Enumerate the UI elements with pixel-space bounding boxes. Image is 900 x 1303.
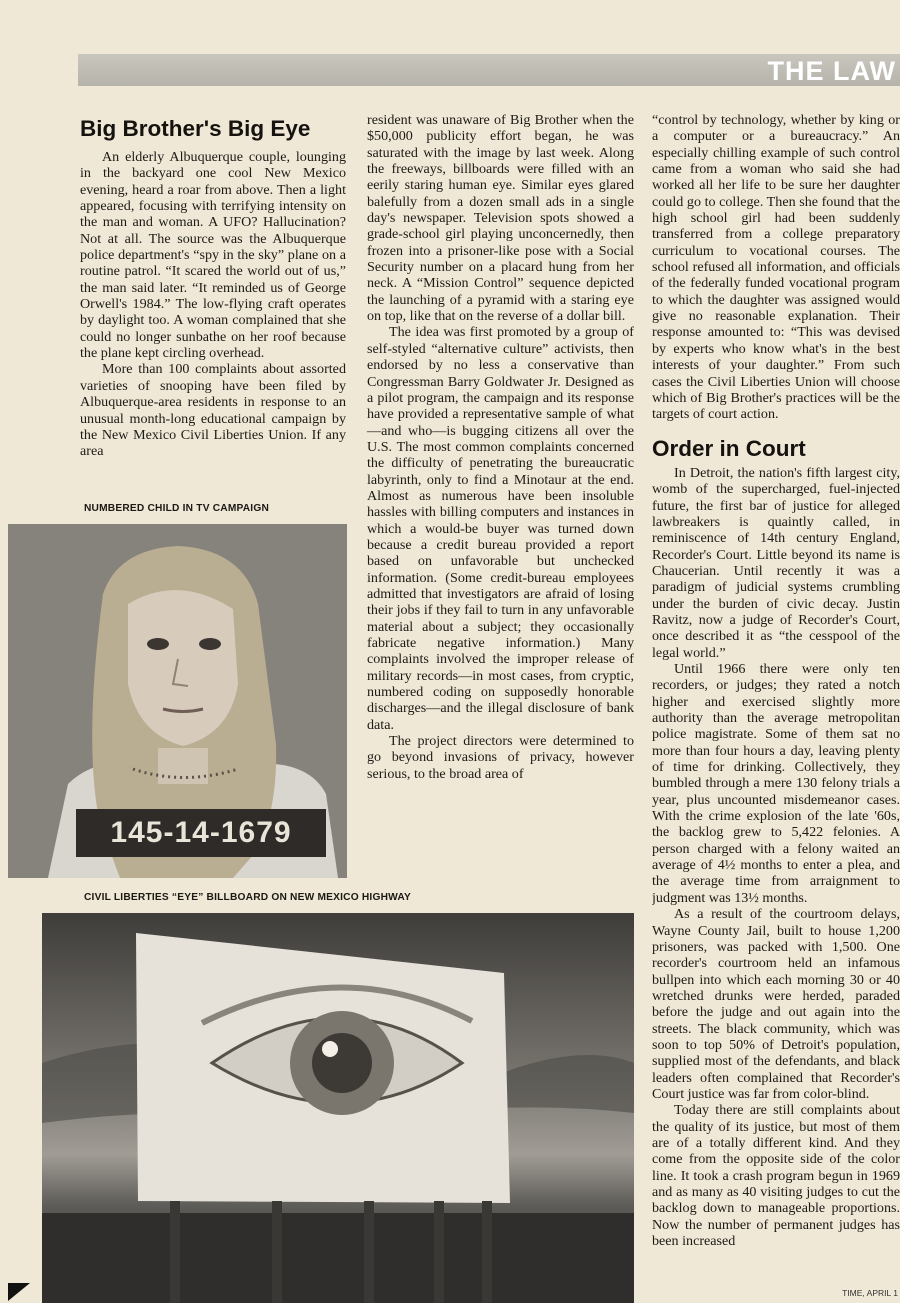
article1-paragraph: “control by technology, whether by king or a computer or a bureaucracy.” An especially chilling example of such control came from a woman who said she had worked all her life to be sure her daughter could go to college. Then she found that the high school girl had been suddenly transferred from a college preparatory curriculum to vocational courses. The school refused all information, and officials of the federally funded vocational program to which the daughter was assigned would give no reasonable explanation. Their response amounted to: “This was devised by experts who know what's in the best interests of your daughter.” From such cases the Civil Liberties Union will choose which of Big Brother's practices will be the targets of court action.	[652, 112, 900, 423]
article1-paragraph: The idea was first promoted by a group of self-styled “alternative culture” activists, then endorsed by no less a conservative than Congressman Barry Goldwater Jr. Designed as a pilot program, the campaign and its response have provided a representative sample of what—and who—is bugging citizens all over the U.S. The most common complaints concerned the difficulty of penetrating the bureaucratic labyrinth, only to find a Minotaur at the end. Almost as numerous have been insoluble hassles with billing computers and instances in which a would-be buyer was turned down because a credit bureau provided a report based on unfavorable but unchecked information. (Some credit-bureau employees admitted that investigators are afraid of losing their jobs if they fail to turn in any unfavorable material about a subject; they occasionally fabricate negative information.) Many complaints involved the improper release of military records—in most cases, from cryptic, numbered coding on supposedly honorable discharges—and the illegal disclosure of bank data.	[367, 324, 634, 733]
photo-caption-billboard: CIVIL LIBERTIES “EYE” BILLBOARD ON NEW MEXICO HIGHWAY	[84, 892, 412, 903]
article1-paragraph: An elderly Albuquerque couple, lounging in the backyard one cool New Mexico evening, heard a roar from above. Then a light appeared, focusing with terrifying intensity on the man and woman. A UFO? Hallucination? Not at all. The source was the Albuquerque police department's “spy in the sky” plane on a routine patrol. “It scared the world out of us,” the man said later. “It reminded us of George Orwell's 1984.” The low-flying craft operates by daylight too. A woman complained that she could no longer sunbathe on her roof because the plane kept circling overhead.	[80, 149, 346, 362]
placard-number: 145-14-1679	[76, 809, 326, 857]
section-title: THE LAW	[767, 56, 896, 86]
article1-column-2	[367, 112, 634, 782]
article1-paragraph: More than 100 complaints about assorted varieties of snooping have been filed by Albuquerque-area residents in response to an unusual month-long educational campaign by the New Mexico Civil Liberties Union. If any area	[80, 361, 346, 460]
section-bar	[78, 54, 900, 86]
article-headline-order-in-court: Order in Court	[652, 435, 806, 461]
article-column-3	[652, 112, 900, 1292]
article2-paragraph: As a result of the courtroom delays, Wayne County Jail, built to house 1,200 prisoners, was packed with 1,500. One recorder's courtroom held an infamous bullpen into which each morning 30 or 40 wretched drunks were herded, paraded before the judge and out again into the streets. The black community, which was soon to top 50% of Detroit's population, supplied most of the defendants, and black leaders often complained that Recorder's Court justice was far from color-blind.	[652, 906, 900, 1102]
article1-column-1	[80, 149, 346, 460]
article2-paragraph: Today there are still complaints about the quality of its justice, but most of them are of a totally different kind. And they come from the opposite side of the color line. It took a crash program begun in 1969 and as many as 40 visiting judges to cut the backlog down to manageable proportions. Now the number of permanent judges has been increased	[652, 1102, 900, 1250]
corner-triangle-icon	[8, 1283, 30, 1301]
article1-paragraph: resident was unaware of Big Brother when the $50,000 publicity effort began, he was saturated with the image by last week. Along the freeways, billboards were filled with an eerily staring human eye. Similar eyes glared balefully from a dozen small ads in a single day's newspaper. Television spots showed a grade-school girl playing unconcernedly, then frozen into a prisoner-like pose with a Social Security number on a placard hung from her neck. A “Mission Control” sequence depicted the launching of a pyramid with a staring eye on top, like that on the reverse of a dollar bill.	[367, 112, 634, 325]
billboard-illustration	[42, 913, 634, 1303]
article-headline-big-brother: Big Brother's Big Eye	[80, 116, 311, 141]
photo-caption-child: NUMBERED CHILD IN TV CAMPAIGN	[84, 503, 270, 514]
billboard-photo	[42, 913, 634, 1303]
child-photo	[8, 524, 347, 878]
article2-paragraph: In Detroit, the nation's fifth largest city, womb of the supercharged, fuel-injected future, the first bar of justice for alleged lawbreakers is quaintly called, in reminiscence of 14th century England, Recorder's Court. Little beyond its name is Chaucerian. Until recently it was a paradigm of judicial systems crumbling under the burden of civic decay. Justin Ravitz, now a judge of Recorder's Court, once described it as “the cesspool of the legal world.”	[652, 464, 900, 661]
page-footer: TIME, APRIL 1	[842, 1288, 898, 1298]
article2-paragraph: Until 1966 there were only ten recorders, or judges; they rated a notch higher and exercised slightly more authority than the average metropolitan police magistrate. Some of them sat no more than four hours a day, leaving plenty of time for drinking. Collectively, they bumbled through a mere 130 felony trials a year, plus uncounted misdemeanor cases. With the crime explosion of the late '60s, the backlog grew to 5,422 felonies. A person charged with a felony waited an average of 4½ months to enter a plea, and the average time from arraignment to judgment was 13½ months.	[652, 661, 900, 906]
article1-paragraph: The project directors were determined to go beyond invasions of privacy, however serious, to the broad area of	[367, 733, 634, 782]
